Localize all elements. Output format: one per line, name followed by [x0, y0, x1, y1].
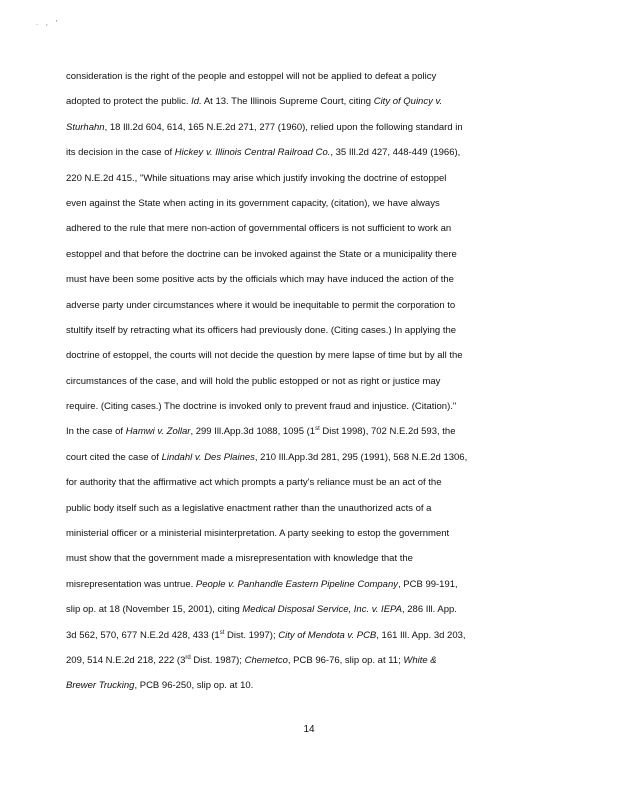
text-line	[66, 191, 552, 216]
case-citation: Medical Disposal Service, Inc. v. IEPA	[242, 604, 402, 616]
page-number: 14	[303, 724, 315, 735]
case-citation: People v. Panhandle Eastern Pipeline Company	[195, 578, 398, 590]
text-segment: , 299 Ill.App.3d 1088, 1095 (1	[190, 426, 316, 438]
scan-mark: . , '	[36, 20, 61, 27]
text-segment: , 210 Ill.App.3d 281, 295 (1991), 568 N.E.2d 1306,	[254, 451, 468, 463]
text-line	[66, 216, 552, 241]
case-citation: Chemetco	[244, 654, 288, 666]
text-segment: , PCB 96-76, slip op. at 11;	[287, 654, 404, 666]
text-line	[66, 267, 552, 292]
text-segment: even against the State when acting in its government capacity, (citation), we have always	[66, 197, 440, 209]
text-segment: must show that the government made a misrepresentation with knowledge that the	[66, 553, 413, 565]
body-paragraph	[66, 64, 552, 699]
case-citation: Sturhahn	[66, 121, 105, 133]
text-segment: estoppel and that before the doctrine can be invoked against the State or a municipality there	[66, 248, 457, 260]
text-segment: In the case of	[66, 426, 126, 438]
text-line	[66, 445, 552, 470]
ordinal-suffix: st	[219, 629, 225, 636]
case-citation: Hickey v. Illinois Central Railroad Co.	[174, 147, 331, 159]
text-line	[66, 140, 552, 165]
case-citation: Lindahl v. Des Plaines	[161, 451, 255, 463]
text-segment: court cited the case of	[66, 451, 162, 463]
text-segment: 220 N.E.2d 415., "While situations may arise which justify invoking the doctrine of estoppel	[66, 172, 447, 184]
text-line	[66, 648, 552, 673]
case-citation: Brewer Trucking	[66, 680, 135, 692]
text-segment: slip op. at 18 (November 15, 2001), citing	[66, 604, 243, 616]
text-line	[66, 496, 552, 521]
text-segment: , 35 Ill.2d 427, 448-449 (1966),	[330, 147, 461, 159]
text-line	[66, 64, 552, 89]
text-segment: public body itself such as a legislative enactment rather than the unauthorized acts of a	[66, 502, 432, 514]
text-segment: , 161 Ill. App. 3d 203,	[376, 629, 466, 641]
text-line	[66, 343, 552, 368]
case-citation: Hamwi v. Zollar	[125, 426, 191, 438]
text-segment: Dist 1998), 702 N.E.2d 593, the	[319, 426, 456, 438]
text-segment: consideration is the right of the people and estoppel will not be applied to defeat a policy	[66, 71, 437, 82]
text-segment: , PCB 99-191,	[398, 578, 458, 590]
text-segment: 3d 562, 570, 677 N.E.2d 428, 433 (1	[66, 629, 220, 641]
text-line	[66, 623, 552, 648]
case-citation: City of Quincy v.	[373, 96, 443, 108]
text-line	[66, 293, 552, 318]
text-segment: misrepresentation was untrue.	[66, 578, 196, 590]
text-line	[66, 419, 552, 444]
text-segment: 209, 514 N.E.2d 218, 222 (3	[66, 654, 186, 666]
text-segment: , PCB 96-250, slip op. at 10.	[134, 680, 254, 692]
ordinal-suffix: rd	[185, 654, 191, 661]
text-segment: Dist. 1997);	[224, 629, 279, 641]
text-line	[66, 470, 552, 495]
case-citation: City of Mendota v. PCB	[278, 629, 377, 641]
text-line	[66, 597, 552, 622]
text-line	[66, 572, 552, 597]
text-segment: must have been some positive acts by the officials which may have induced the action of the	[66, 274, 454, 286]
text-segment: , 18 Ill.2d 604, 614, 165 N.E.2d 271, 277 (1960), relied upon the following standard in	[104, 121, 463, 133]
text-line	[66, 318, 552, 343]
text-segment: Dist. 1987);	[190, 654, 245, 666]
text-line	[66, 673, 552, 698]
text-line	[66, 242, 552, 267]
ordinal-suffix: st	[315, 426, 320, 433]
text-segment: adhered to the rule that mere non-action of governmental officers is not sufficient to work an	[66, 223, 452, 235]
case-citation: White &	[403, 654, 437, 666]
text-line	[66, 521, 552, 546]
text-segment: its decision in the case of	[66, 147, 175, 159]
text-segment: At 13. The Illinois Supreme Court, citing	[201, 96, 374, 108]
text-segment: circumstances of the case, and will hold the public estopped or not as right or justice may	[66, 375, 441, 387]
text-line	[66, 89, 552, 114]
text-line	[66, 546, 552, 571]
text-segment: adverse party under circumstances where it would be inequitable to permit the corporation to	[66, 299, 456, 311]
text-segment: stultify itself by retracting what its officers had previously done. (Citing cases.) In applying the	[66, 324, 457, 336]
text-line	[66, 115, 552, 140]
text-line	[66, 394, 552, 419]
text-segment: , 286 Ill. App.	[402, 604, 457, 616]
case-citation: Id.	[191, 96, 202, 108]
text-segment: ministerial officer or a ministerial misinterpretation. A party seeking to estop the government	[66, 528, 450, 540]
text-line	[66, 166, 552, 191]
text-line	[66, 369, 552, 394]
text-segment: adopted to protect the public.	[66, 96, 192, 108]
text-segment: doctrine of estoppel, the courts will not decide the question by mere lapse of time but by all the	[66, 350, 463, 362]
text-segment: require. (Citing cases.) The doctrine is invoked only to prevent fraud and injustice. (Citation)."	[66, 401, 457, 413]
text-segment: for authority that the affirmative act which prompts a party's reliance must be an act of the	[66, 477, 442, 489]
